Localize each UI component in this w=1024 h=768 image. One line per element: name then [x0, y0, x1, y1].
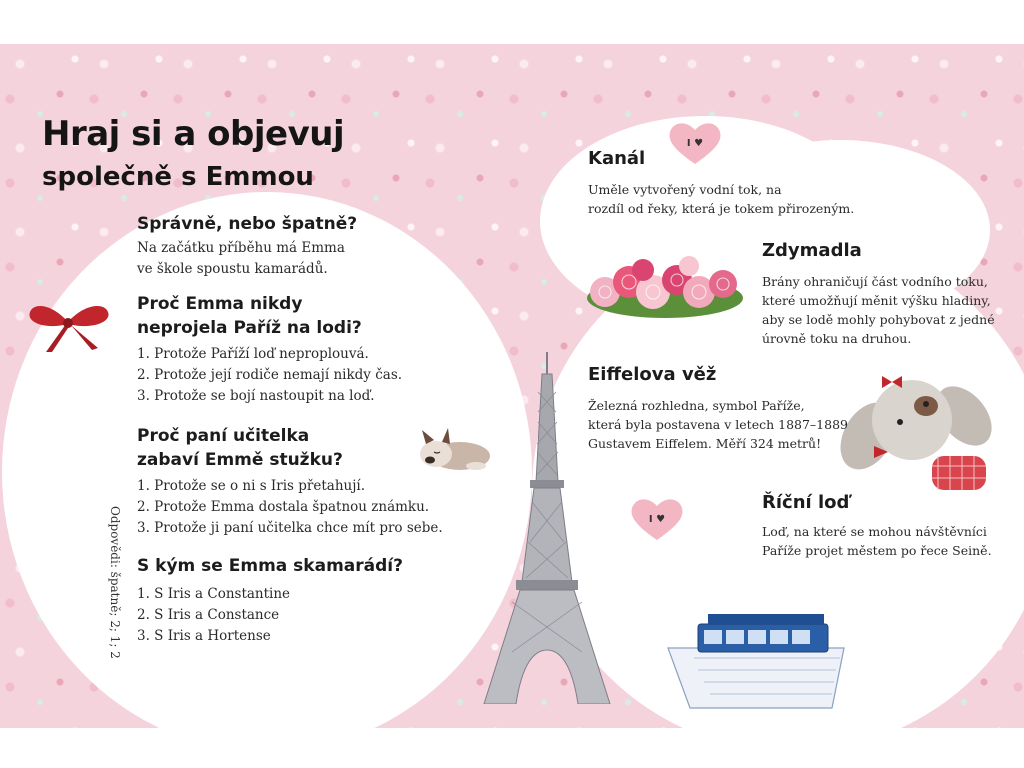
- i-love-paris-badge-1: I ♥: [666, 120, 724, 166]
- quiz-option: 1. Protože Paříží loď neproplouvá.: [137, 346, 369, 362]
- i-love-paris-badge-2: I ♥: [628, 496, 686, 542]
- ribbon-illustration: [22, 294, 114, 356]
- quiz-question-3: Proč paní učitelka zabaví Emmě stužku?: [137, 426, 343, 470]
- quiz-options-3: [137, 476, 443, 539]
- quiz-options-4: [137, 584, 290, 647]
- quiz-option: 3. Protože se bojí nastoupit na loď.: [137, 388, 375, 404]
- spread-page: [0, 44, 1024, 728]
- quiz-option: 3. Protože ji paní učitelka chce mít pro sebe.: [137, 520, 443, 536]
- quiz-options-2: [137, 344, 402, 407]
- quiz-question-1: Správně, nebo špatně?: [137, 214, 358, 234]
- glossary-term-eiffelova-vez: Eiffelova věž: [588, 364, 717, 385]
- glossary-definition-eiffelova-vez: Železná rozhledna, symbol Paříže, která byla postavena v letech 1887–1889 Gustavem Eiffelem. Měří 324 metrů!: [588, 398, 848, 451]
- plush-bunny-illustration: [834, 376, 994, 494]
- glossary-term-kanal: Kanál: [588, 148, 646, 169]
- glossary-definition-ricni-lod: Loď, na které se mohou návštěvníci Paříže projet městem po řece Seině.: [762, 524, 992, 558]
- quiz-option: 3. S Iris a Hortense: [137, 628, 271, 644]
- quiz-option: 2. Protože Emma dostala špatnou známku.: [137, 499, 430, 515]
- glossary-term-zdymadla: Zdymadla: [762, 240, 862, 261]
- page-subtitle: společně s Emmou: [42, 162, 314, 192]
- quiz-option: 1. S Iris a Constantine: [137, 586, 291, 602]
- quiz-option: 2. Protože její rodiče nemají nikdy čas.: [137, 367, 403, 383]
- roses-illustration: [585, 252, 745, 322]
- quiz-question-4: S kým se Emma skamarádí?: [137, 556, 403, 576]
- answers-text: Odpovědi: špatně; 2; 1; 2: [108, 506, 122, 659]
- quiz-option: 1. Protože se o ni s Iris přetahují.: [137, 478, 365, 494]
- page-title: Hraj si a objevuj: [42, 114, 345, 154]
- river-boat-illustration: [664, 612, 848, 710]
- glossary-definition-kanal: Uměle vytvořený vodní tok, na rozdíl od řeky, která je tokem přirozeným.: [588, 182, 855, 216]
- quiz-text-1: Na začátku příběhu má Emma ve škole spoustu kamarádů.: [137, 240, 345, 277]
- glossary-term-ricni-lod: Říční loď: [762, 492, 850, 513]
- quiz-question-2: Proč Emma nikdy neprojela Paříž na lodi?: [137, 294, 362, 338]
- quiz-option: 2. S Iris a Constance: [137, 607, 280, 623]
- glossary-definition-zdymadla: Brány ohraničují část vodního toku, které umožňují měnit výšku hladiny, aby se lodě mohly pohybovat z jedné úrovně toku na druhou.: [762, 274, 995, 346]
